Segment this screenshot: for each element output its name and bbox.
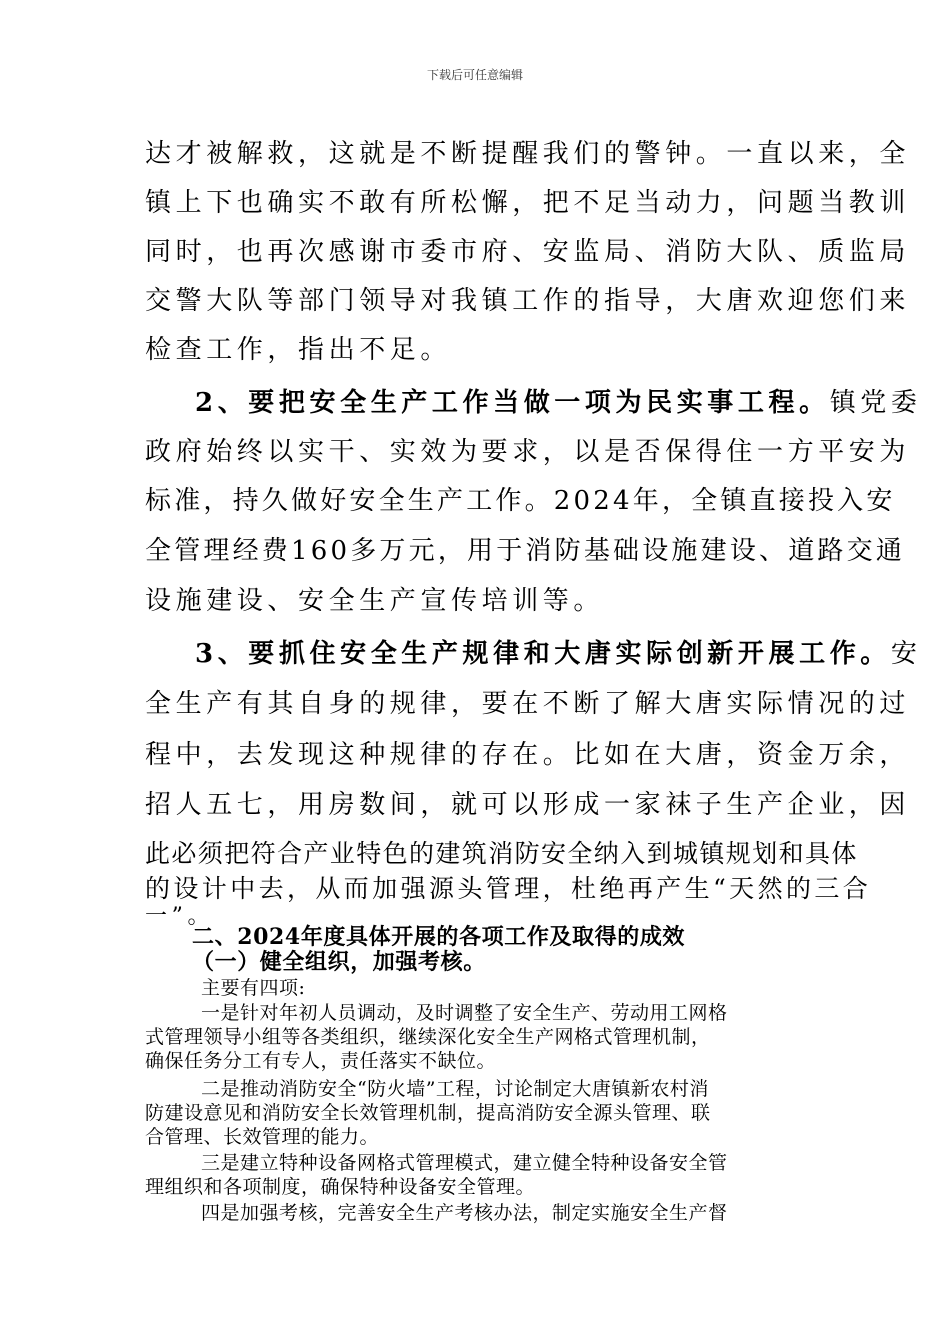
paragraph-line: 一”。: [145, 904, 215, 929]
point-3-heading: 3、要抓住安全生产规律和大唐实际创新开展工作。: [195, 639, 891, 669]
paragraph-line: 的设计中去，从而加强源头管理，杜绝再产生“天然的三合: [145, 874, 872, 903]
point-3-first-tail: 安: [890, 639, 922, 669]
list-item-line: 确保任务分工有专人，责任落实不缺位。: [145, 1050, 497, 1072]
paragraph-line: 镇上下也确实不敢有所松懈，把不足当动力，问题当教训: [145, 188, 911, 218]
list-item-line: 理组织和各项制度，确保特种设备安全管理。: [145, 1176, 536, 1198]
paragraph-line: 政府始终以实干、实效为要求，以是否保得住一方平安为: [145, 437, 911, 467]
point-2-first-tail: 镇党委: [829, 388, 922, 418]
paragraph-line: 全生产有其自身的规律，要在不断了解大唐实际情况的过: [145, 689, 911, 719]
point-2-first-line: [195, 382, 922, 419]
section-subtitle: （一）健全组织，加强考核。: [192, 949, 486, 975]
paragraph-line: 达才被解救，这就是不断提醒我们的警钟。一直以来，全: [145, 139, 911, 169]
paragraph-line: 全管理经费160多万元，用于消防基础设施建设、道路交通: [145, 536, 906, 566]
paragraph-line: 此必须把符合产业特色的建筑消防安全纳入到城镇规划和具体: [145, 839, 858, 868]
paragraph-line: 交警大队等部门领导对我镇工作的指导，大唐欢迎您们来: [145, 286, 911, 316]
paragraph-line: 检查工作，指出不足。: [145, 335, 452, 365]
list-item-line: 三是建立特种设备网格式管理模式，建立健全特种设备安全管: [201, 1152, 728, 1174]
point-3-first-line: [195, 633, 922, 670]
paragraph-line: 程中，去发现这种规律的存在。比如在大唐，资金万余，: [145, 740, 911, 770]
list-item-line: 二是推动消防安全“防火墙”工程，讨论制定大唐镇新农村消: [201, 1078, 709, 1100]
list-item-line: 防建设意见和消防安全长效管理机制，提高消防安全源头管理、联: [145, 1102, 711, 1124]
section-title: 二、2024年度具体开展的各项工作及取得的成效: [192, 924, 686, 950]
page-header: 下载后可任意编辑: [426, 68, 523, 82]
paragraph-line: 设施建设、安全生产宣传培训等。: [145, 586, 605, 616]
list-item-line: 一是针对年初人员调动，及时调整了安全生产、劳动用工网格: [201, 1002, 728, 1024]
paragraph-line: 标准，持久做好安全生产工作。2024年，全镇直接投入安: [145, 486, 896, 516]
section-intro: 主要有四项:: [201, 977, 306, 999]
list-item-line: 合管理、长效管理的能力。: [145, 1126, 380, 1148]
list-item-line: 式管理领导小组等各类组织，继续深化安全生产网格式管理机制，: [145, 1026, 711, 1048]
paragraph-line: 同时，也再次感谢市委市府、安监局、消防大队、质监局: [145, 237, 911, 267]
list-item-line: 四是加强考核，完善安全生产考核办法，制定实施安全生产督: [201, 1202, 728, 1224]
point-2-heading: 2、要把安全生产工作当做一项为民实事工程。: [195, 388, 830, 418]
paragraph-line: 招人五七，用房数间，就可以形成一家袜子生产企业，因: [145, 790, 911, 820]
